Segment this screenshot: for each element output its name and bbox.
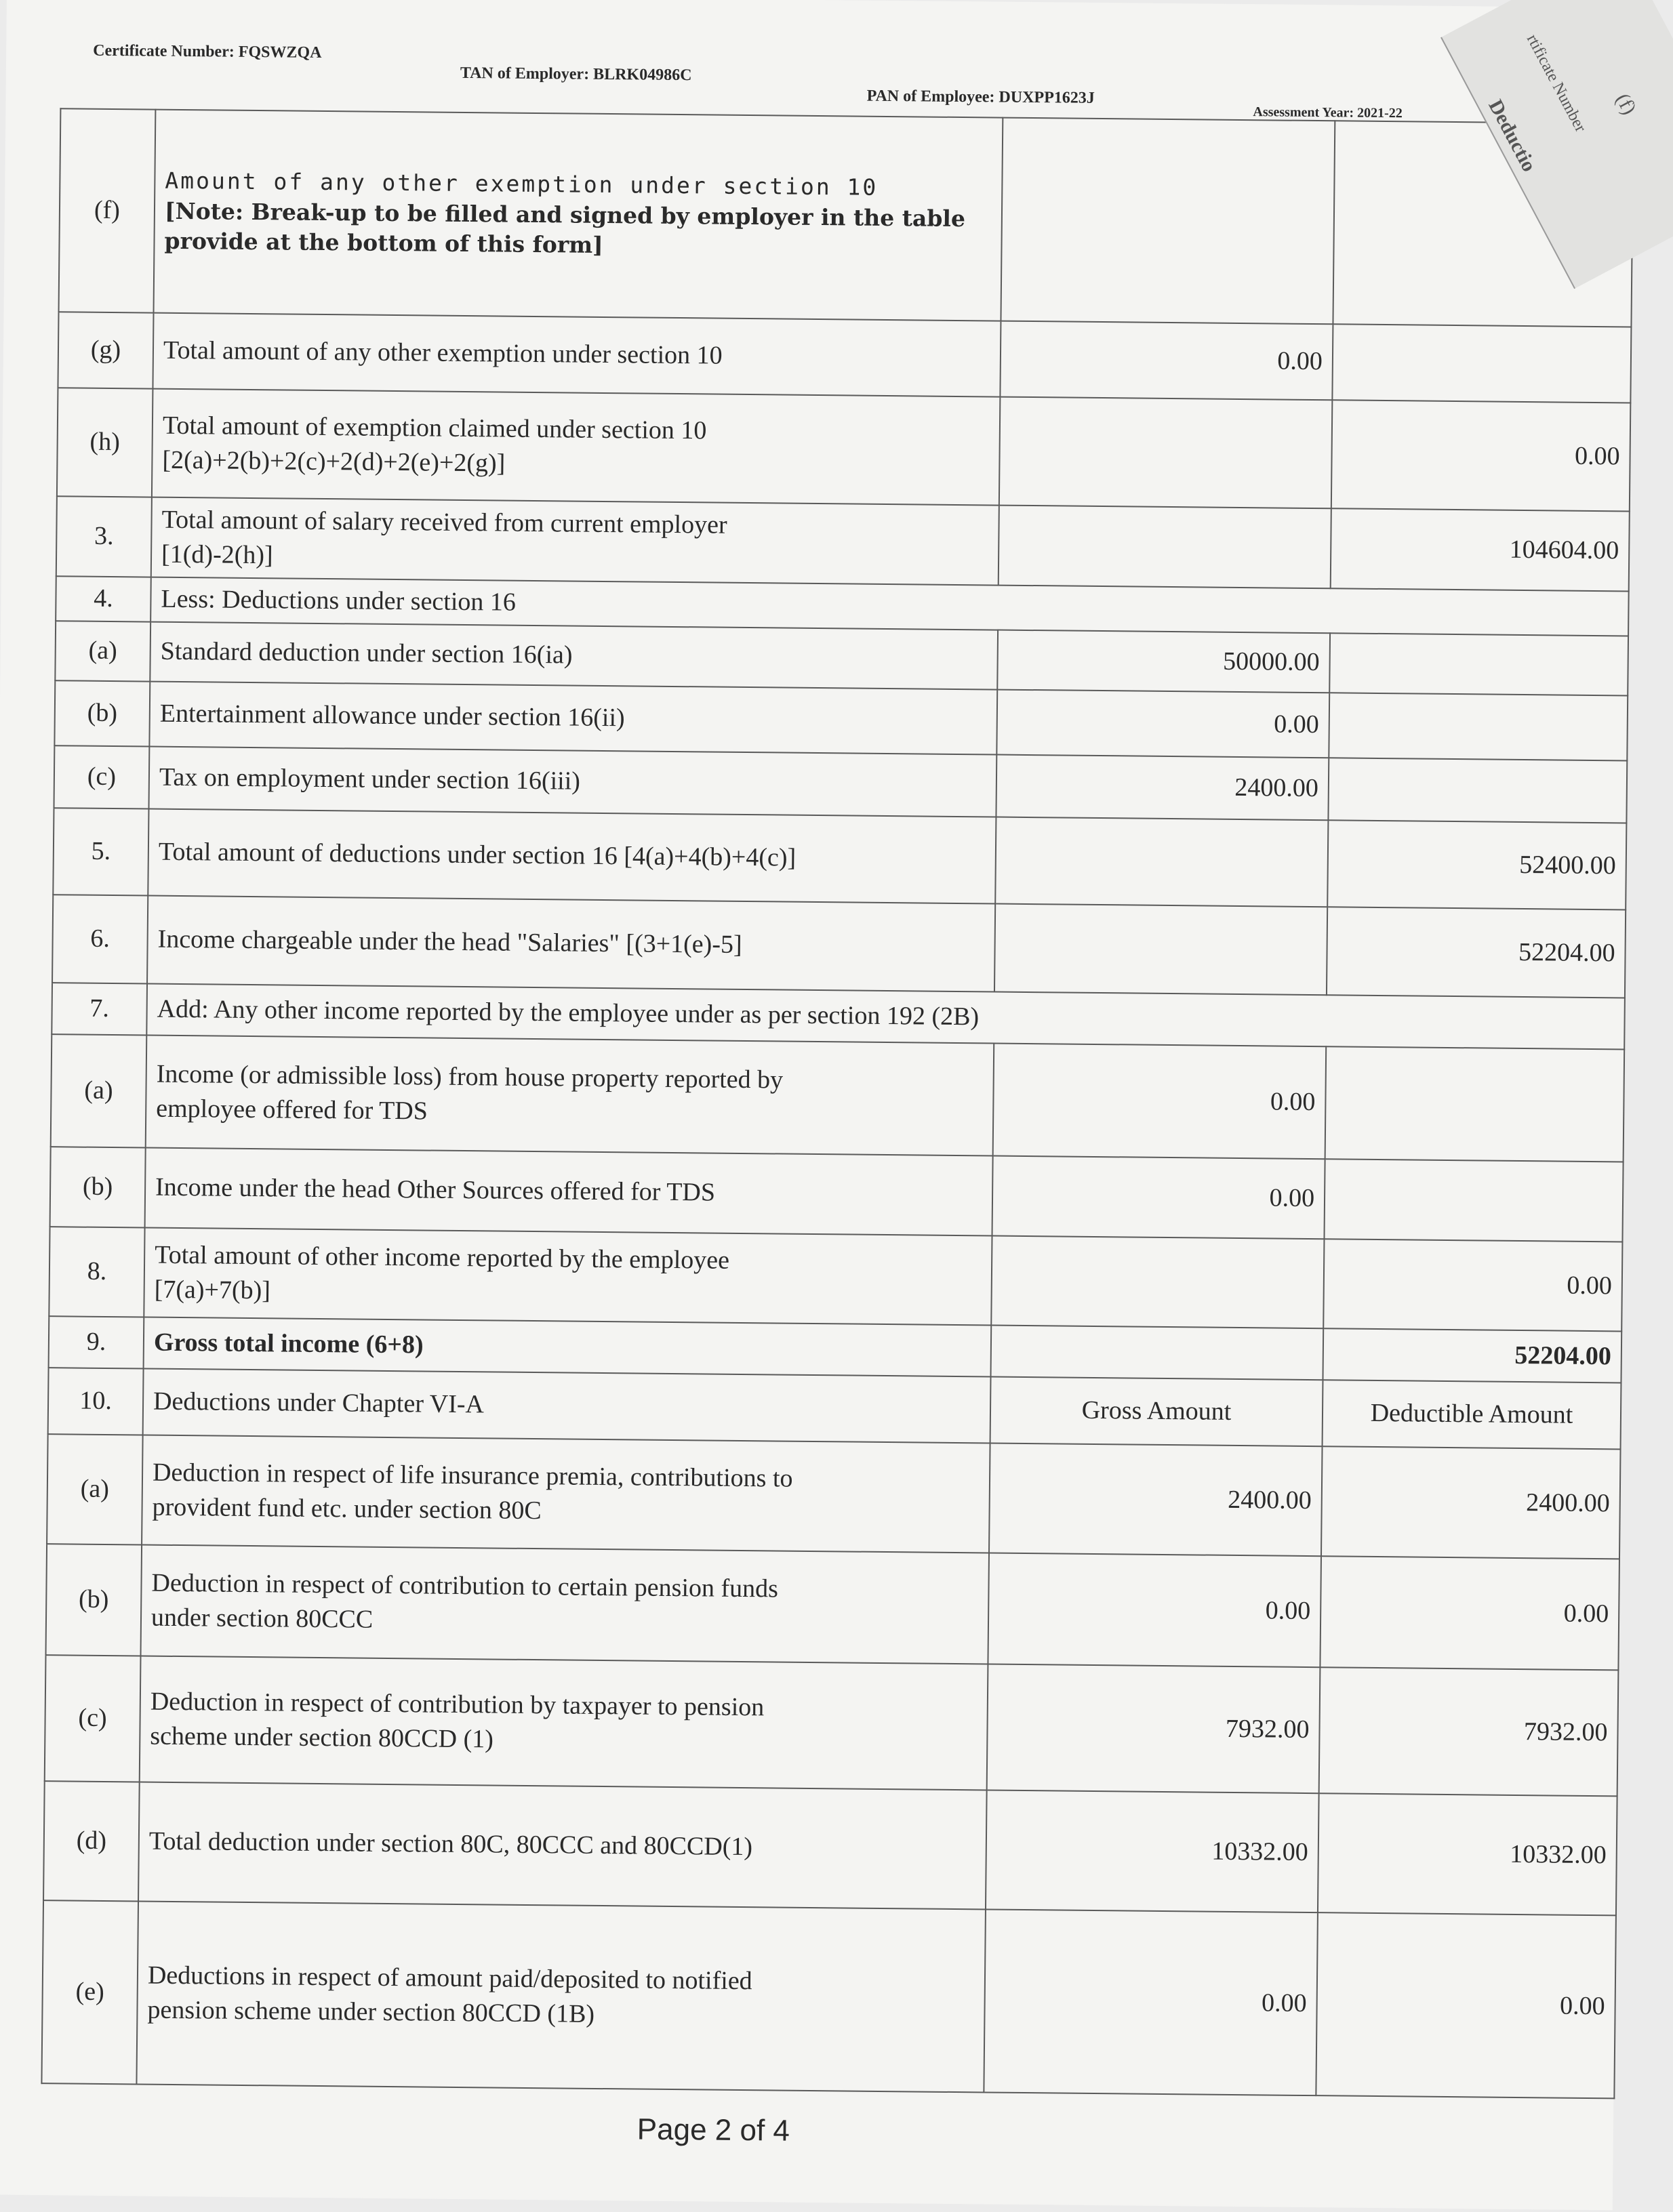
row-description: Deduction in respect of contribution to certain pension funds under section 80CCC: [140, 1544, 989, 1664]
row-description: Total amount of other income reported by the employee [7(a)+7(b)]: [144, 1228, 992, 1326]
net-value: 2400.00: [1321, 1446, 1621, 1559]
deductible-amount-header: Deductible Amount: [1323, 1380, 1621, 1449]
gross-value: 2400.00: [996, 755, 1329, 821]
table-row: [53, 808, 1626, 909]
table-row: [47, 1434, 1620, 1559]
net-value: 0.00: [1323, 1239, 1622, 1331]
row-number: 10.: [48, 1368, 144, 1435]
table-row: [59, 108, 1634, 327]
row-number: 6.: [52, 895, 148, 983]
row-description: Total amount of any other exemption under section 10: [153, 313, 1001, 397]
table-row: [46, 1544, 1619, 1670]
row-description: Deductions in respect of amount paid/deposited to notified pension scheme under section 80CCD (1B): [136, 1901, 986, 2092]
gross-value: [995, 817, 1328, 907]
gross-value: 10332.00: [986, 1790, 1319, 1912]
net-value: 0.00: [1316, 1912, 1616, 2098]
gross-value: [991, 1236, 1324, 1329]
row-number: (a): [51, 1034, 147, 1147]
row-description: Total amount of deductions under section 16 [4(a)+4(b)+4(c)]: [148, 809, 996, 904]
row-description: Add: Any other income reported by the employee under as per section 192 (2B): [146, 984, 1625, 1050]
gross-value: 0.00: [993, 1044, 1327, 1160]
row-number: (b): [50, 1147, 146, 1227]
row-description: Deduction in respect of life insurance premia, contributions to provident fund etc. under section 80C: [142, 1435, 990, 1553]
row-description: Standard deduction under section 16(ia): [150, 622, 998, 690]
net-value: 52204.00: [1327, 907, 1626, 998]
net-value: 0.00: [1331, 400, 1631, 511]
gross-value: 0.00: [1000, 321, 1333, 401]
net-value: 10332.00: [1318, 1793, 1617, 1915]
row-number: 4.: [56, 576, 151, 621]
row-description: Total amount of salary received from current employer [1(d)-2(h)]: [151, 497, 999, 586]
employer-tan: TAN of Employer: BLRK04986C: [460, 64, 692, 85]
certificate-number: Certificate Number: FQSWZQA: [93, 41, 322, 62]
row-number: (e): [41, 1900, 138, 2084]
table-row: [58, 312, 1631, 403]
row-number: (b): [46, 1544, 142, 1656]
page-number: Page 2 of 4: [637, 2112, 790, 2148]
row-number: 3.: [56, 496, 152, 577]
row-number: (g): [58, 312, 153, 388]
row-number: (f): [59, 108, 156, 312]
gross-value: 50000.00: [997, 630, 1330, 693]
row-description: Income chargeable under the head "Salaries" [(3+1(e)-5]: [147, 896, 995, 992]
gross-value: [994, 904, 1327, 996]
salary-details-table: [41, 108, 1634, 2099]
table-row: [50, 1147, 1624, 1242]
gross-value: 2400.00: [989, 1443, 1323, 1557]
row-number: (b): [54, 680, 150, 746]
table-row: [52, 895, 1626, 998]
row-description: Entertainment allowance under section 16(ii): [149, 682, 997, 755]
table-row: [43, 1781, 1617, 1915]
gross-value: 0.00: [996, 690, 1329, 758]
overlap-label: rtificate Number: [1523, 31, 1590, 136]
overlap-label: (f): [1611, 89, 1641, 119]
row-description: Income under the head Other Sources offered for TDS: [145, 1148, 993, 1236]
net-value: [1324, 1159, 1623, 1242]
net-value: [1329, 633, 1628, 695]
table-row: [57, 388, 1630, 511]
gross-amount-header: Gross Amount: [990, 1377, 1323, 1447]
row-number: 5.: [53, 808, 148, 895]
table-row: [49, 1227, 1622, 1331]
table-row: [41, 1900, 1615, 2098]
row-number: (c): [45, 1655, 141, 1782]
table-row: [56, 496, 1630, 591]
table-row: [51, 1034, 1624, 1162]
gross-value: [999, 397, 1333, 509]
row-number: (a): [55, 621, 150, 681]
row-description: Amount of any other exemption under section 10 [Note: Break-up to be filled and signed by employer in the table provide at the bottom of this form]: [154, 110, 1003, 321]
row-number: 8.: [49, 1227, 144, 1317]
gross-value: 7932.00: [987, 1664, 1321, 1793]
row-number: (c): [54, 745, 150, 808]
gross-value: 0.00: [984, 1909, 1318, 2095]
net-value: 52204.00: [1323, 1328, 1621, 1382]
row-number: (d): [43, 1781, 140, 1901]
row-description: Tax on employment under section 16(iii): [148, 747, 996, 817]
net-value: [1332, 324, 1631, 403]
gross-value: [991, 1326, 1324, 1380]
row-description: Deduction in respect of contribution by taxpayer to pension scheme under section 80CCD (1): [140, 1656, 988, 1790]
table-row: [45, 1655, 1619, 1796]
gross-value: 0.00: [988, 1553, 1321, 1667]
row-description: Income (or admissible loss) from house property reported by employee offered for TDS: [146, 1036, 994, 1156]
net-value: 52400.00: [1327, 820, 1626, 909]
employee-pan: PAN of Employee: DUXPP1623J: [866, 87, 1095, 107]
gross-value: [999, 506, 1331, 589]
row-description: Gross total income (6+8): [144, 1317, 992, 1377]
overlap-label: Deductio: [1484, 96, 1541, 176]
gross-value: [1001, 118, 1335, 325]
net-value: 104604.00: [1331, 508, 1630, 591]
row-description: Deductions under Chapter VI-A: [143, 1369, 991, 1443]
row-description: Less: Deductions under section 16: [150, 577, 1629, 636]
row-number: (a): [47, 1434, 143, 1544]
row-number: (h): [57, 388, 153, 497]
net-value: [1329, 693, 1628, 760]
net-value: [1328, 758, 1627, 823]
gross-value: 0.00: [992, 1156, 1325, 1240]
row-number: 9.: [49, 1316, 144, 1368]
net-value: 0.00: [1320, 1556, 1619, 1670]
row-description: Total deduction under section 80C, 80CCC and 80CCD(1): [138, 1782, 987, 1909]
net-value: [1325, 1046, 1625, 1162]
net-value: 7932.00: [1319, 1667, 1619, 1796]
row-description: Total amount of exemption claimed under section 10 [2(a)+2(b)+2(c)+2(d)+2(e)+2(g)]: [152, 389, 1000, 506]
row-number: 7.: [52, 983, 147, 1035]
assessment-year: Assessment Year: 2021-22: [1253, 104, 1403, 121]
